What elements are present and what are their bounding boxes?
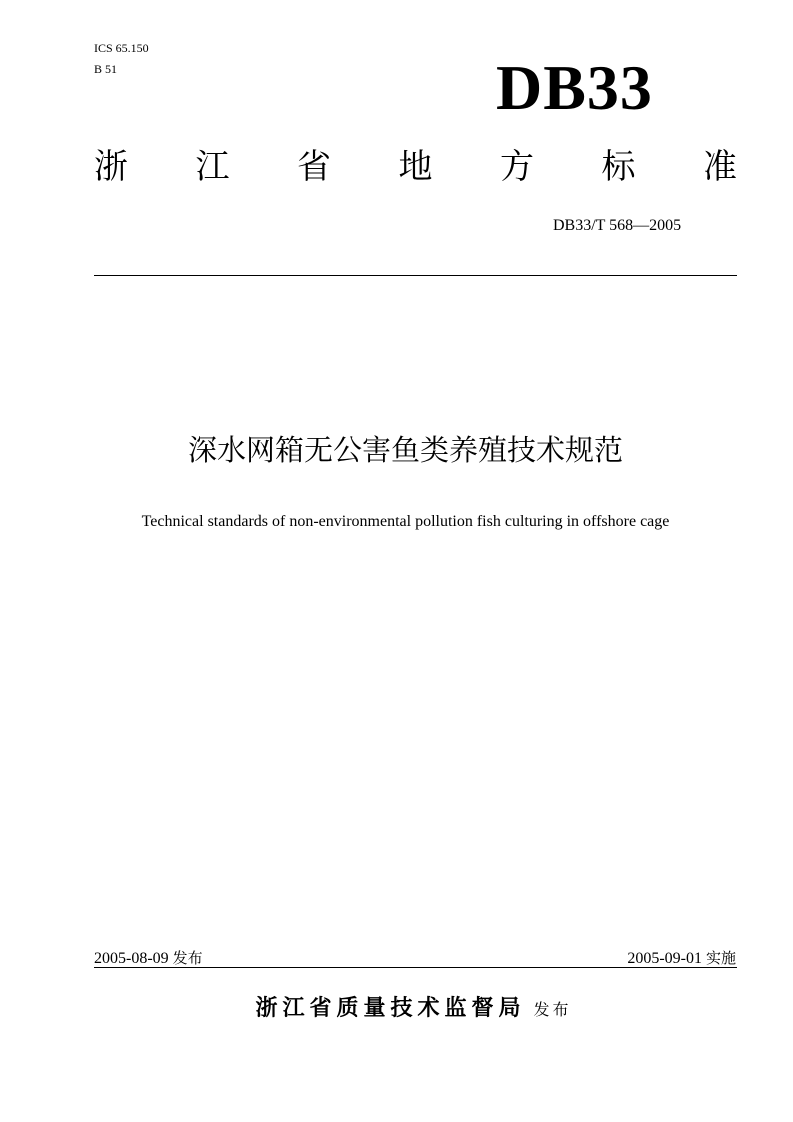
standard-number: DB33/T 568—2005 [553, 217, 682, 234]
standard-type-char: 方 [500, 147, 534, 187]
implement-date-line [627, 948, 736, 969]
issuer-action: 发布 [533, 1000, 572, 1019]
issuer-line [0, 992, 793, 1027]
ccs-code: B 51 [94, 62, 118, 76]
db33-logo: DB33 [496, 52, 653, 123]
issue-date-line [94, 948, 203, 969]
header-divider [94, 275, 737, 276]
standard-type-char: 浙 [94, 147, 128, 187]
ics-code: ICS 65.150 [94, 41, 149, 55]
standard-type-char: 省 [297, 147, 331, 187]
standard-type-char: 江 [195, 147, 230, 187]
document-title-chinese: 深水网箱无公害鱼类养殖技术规范 [187, 433, 623, 467]
standard-type-char: 标 [601, 147, 636, 187]
implement-date: 2005-09-01 [627, 950, 702, 967]
issuer-name: 浙江省质量技术监督局 [255, 996, 526, 1021]
standard-type-heading [94, 145, 737, 189]
document-title-english: Technical standards of non-environmental pollution fish culturing in offshore cage [141, 513, 670, 530]
issue-date: 2005-08-09 [94, 950, 169, 967]
implement-label: 实施 [705, 949, 736, 967]
footer-divider [94, 967, 737, 968]
standard-type-char: 准 [703, 147, 737, 187]
issue-label: 发布 [172, 949, 203, 967]
standard-type-char: 地 [398, 147, 433, 187]
